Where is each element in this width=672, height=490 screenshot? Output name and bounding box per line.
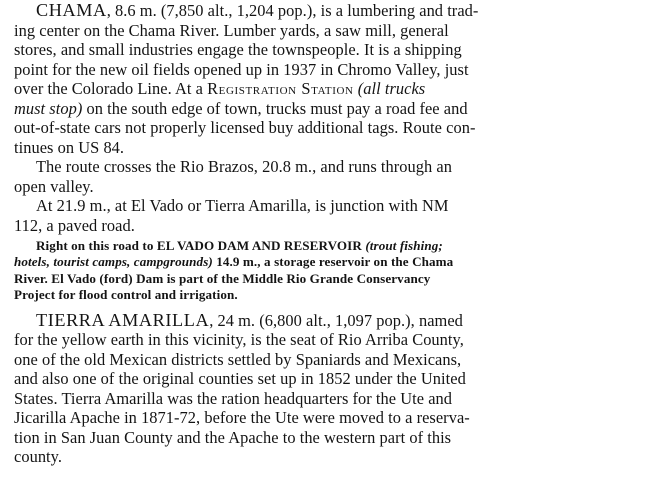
paragraph-tierra-amarilla (14, 311, 662, 467)
text-line: and also one of the original counties set up in 1852 under the United (14, 369, 466, 389)
text-line: tinues on US 84. (14, 137, 125, 157)
text-line: one of the old Mexican districts settled by Spaniards and Mexicans, (14, 349, 462, 369)
place-name-chama: CHAMA (36, 1, 107, 20)
guidebook-page (14, 0, 662, 467)
text-line: stores, and small industries engage the townspeople. It is a shipping (14, 40, 462, 60)
side-trip-note (14, 238, 662, 304)
text-line: hotels, tourist camps, campgrounds) 14.9 m., a storage reservoir on the Chama (14, 254, 454, 270)
paragraph-el-vado (14, 196, 662, 235)
text-line: River. El Vado (ford) Dam is part of the Middle Rio Grande Conservancy (14, 270, 431, 286)
text-line: point for the new oil fields opened up in 1937 in Chromo Valley, just (14, 59, 469, 79)
text-line: 112, a paved road. (14, 216, 135, 236)
place-name-tierra-amarilla: TIERRA AMARILLA (36, 310, 210, 330)
text-line: Right on this road to EL VADO DAM AND RESERVOIR (trout fishing; (36, 237, 443, 253)
text-line: CHAMA, 8.6 m. (7,850 alt., 1,204 pop.), is a lumbering and trad- (36, 1, 479, 20)
text-line: over the Colorado Line. At a Registration Station (all trucks (14, 79, 426, 99)
text-line: open valley. (14, 176, 94, 196)
paragraph-brazos (14, 157, 662, 196)
text-line: county. (14, 447, 62, 467)
text-line: ing center on the Chama River. Lumber yards, a saw mill, general (14, 20, 449, 40)
paragraph-chama (14, 1, 662, 157)
registration-station: Registration Station (207, 79, 354, 99)
text-line: Project for flood control and irrigation. (14, 287, 238, 303)
text-line: out-of-state cars not properly licensed buy additional tags. Route con- (14, 118, 476, 138)
text-line: Jicarilla Apache in 1871-72, before the Ute were moved to a reserva- (14, 408, 470, 428)
text-line: States. Tierra Amarilla was the ration headquarters for the Ute and (14, 388, 453, 408)
text-line: tion in San Juan County and the Apache to the western part of this (14, 427, 452, 447)
text-line: The route crosses the Rio Brazos, 20.8 m., and runs through an (36, 157, 452, 177)
text-line: At 21.9 m., at El Vado or Tierra Amarilla, is junction with NM (36, 196, 449, 216)
text-line: TIERRA AMARILLA, 24 m. (6,800 alt., 1,097 pop.), named (36, 310, 463, 330)
text-line: for the yellow earth in this vicinity, is the seat of Rio Arriba County, (14, 330, 464, 350)
text-line: must stop) on the south edge of town, trucks must pay a road fee and (14, 98, 468, 118)
